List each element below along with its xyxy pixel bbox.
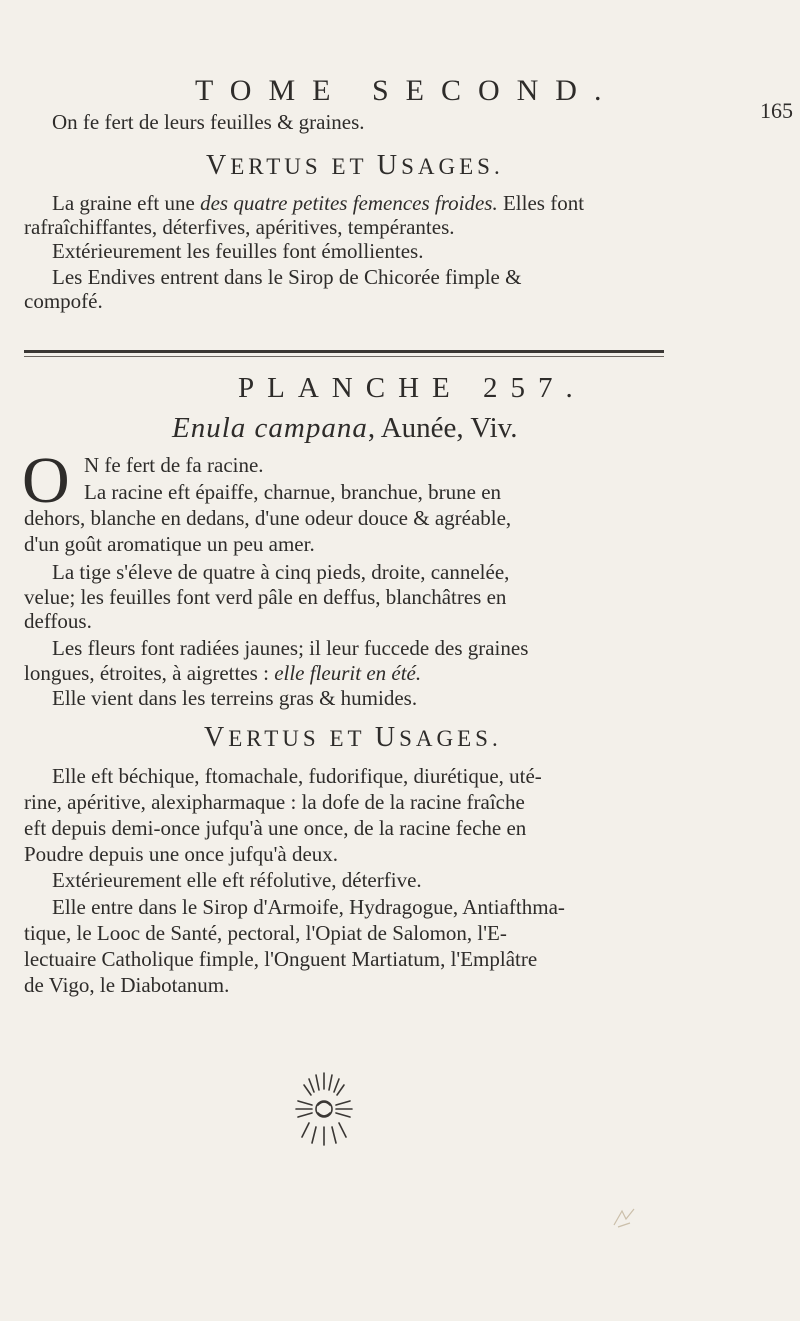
french-names: , Aunée, Viv. [367, 412, 518, 444]
text-line: Extérieurement elle eft réfolutive, déterfive. [52, 868, 422, 892]
drop-cap: O [22, 444, 70, 517]
text-line: compofé. [24, 289, 103, 313]
text-line: Elle entre dans le Sirop d'Armoife, Hydragogue, Antiafthma- [52, 895, 565, 919]
section-heading: VERTUS ET USAGES. [204, 722, 502, 753]
plate-title: PLANCHE 257. [238, 372, 586, 404]
latin-name: Enula campana [172, 412, 368, 444]
text-run: Elles font [497, 191, 585, 215]
text-line: dehors, blanche en dedans, d'une odeur douce & agréable, [24, 506, 512, 530]
text-line: rine, apéritive, alexipharmaque : la dofe de la racine fraîche [24, 790, 525, 814]
text-line: de Vigo, le Diabotanum. [24, 973, 230, 997]
text-line: velue; les feuilles font verd pâle en deffus, blanchâtres en [24, 585, 507, 609]
text-line: d'un goût aromatique un peu amer. [24, 532, 315, 556]
tailpiece-ornament-icon [282, 1065, 366, 1155]
text-line: La tige s'éleve de quatre à cinq pieds, droite, cannelée, [52, 560, 510, 584]
text-line: Elle eft béchique, ftomachale, fudorifique, diurétique, uté- [52, 764, 542, 788]
section-divider [24, 350, 664, 353]
section-divider-thin [24, 356, 664, 357]
text-line: deffous. [24, 609, 92, 633]
italic-run: des quatre petites femences froides. [200, 191, 498, 215]
text-line: Les fleurs font radiées jaunes; il leur fuccede des graines [52, 636, 529, 660]
text-line: La racine eft épaiffe, charnue, branchue, brune en [84, 480, 502, 504]
text-line: rafraîchiffantes, déterfives, apéritives, tempérantes. [24, 215, 455, 239]
text-line: On fe fert de leurs feuilles & graines. [52, 110, 365, 134]
page-number: 165 [760, 98, 793, 123]
text-line: Poudre depuis une once jufqu'à deux. [24, 842, 339, 866]
text-line: Elle vient dans les terreins gras & humides. [52, 686, 418, 710]
text-line [24, 661, 421, 685]
italic-run: elle fleurit en été. [274, 661, 422, 685]
text-line: eft depuis demi-once jufqu'à une once, de la racine feche en [24, 816, 527, 840]
text-line: lectuaire Catholique fimple, l'Onguent Martiatum, l'Emplâtre [24, 947, 538, 971]
text-run: longues, étroites, à aigrettes : [24, 661, 275, 685]
section-heading: VERTUS ET USAGES. [206, 150, 504, 181]
paper-stain [610, 1205, 640, 1231]
text-line: Les Endives entrent dans le Sirop de Chicorée fimple & [52, 265, 522, 289]
running-head: TOME SECOND. [195, 74, 619, 107]
plant-names [172, 412, 518, 445]
text-line [52, 191, 584, 215]
text-line: N fe fert de fa racine. [84, 453, 264, 477]
text-line: Extérieurement les feuilles font émollientes. [52, 239, 424, 263]
text-run: La graine eft une [52, 191, 201, 215]
text-line: tique, le Looc de Santé, pectoral, l'Opiat de Salomon, l'E- [24, 921, 507, 945]
